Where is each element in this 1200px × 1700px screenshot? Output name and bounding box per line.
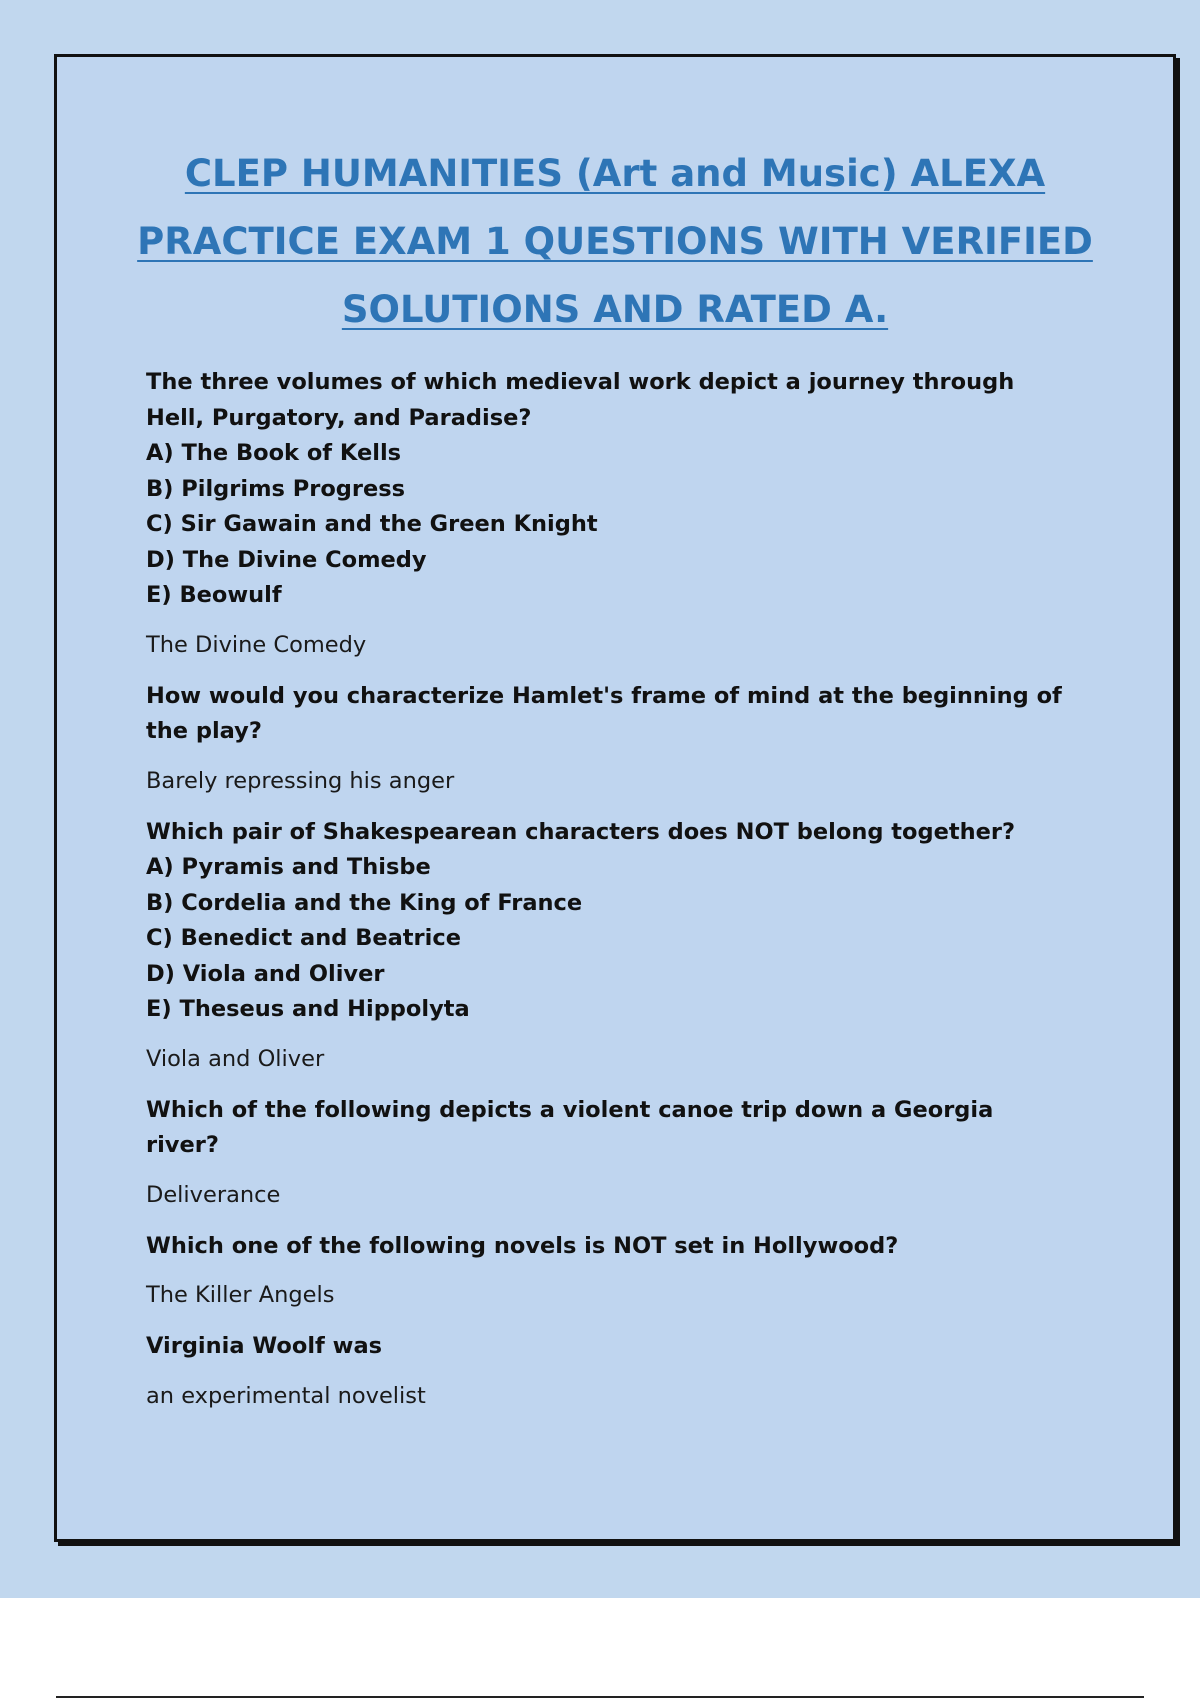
- questions-list: [146, 365, 1066, 1430]
- question-block-4: [146, 1093, 1066, 1213]
- document-title: [90, 140, 1140, 344]
- question-text: Virginia Woolf was: [146, 1333, 383, 1359]
- answer-text: an experimental novelist: [146, 1382, 426, 1409]
- answer-text: Deliverance: [146, 1181, 281, 1208]
- option-e: E) Beowulf: [146, 582, 282, 608]
- title-line-2: PRACTICE EXAM 1 QUESTIONS WITH VERIFIED: [137, 220, 1093, 263]
- question-text: How would you characterize Hamlet's frame of mind at the beginning of the play?: [146, 682, 1062, 744]
- question-block-6: [146, 1329, 1066, 1414]
- question-text: Which pair of Shakespearean characters does NOT belong together?: [146, 818, 1016, 845]
- option-d: D) Viola and Oliver: [146, 960, 385, 987]
- page-divider: [56, 1696, 1144, 1698]
- question-block-5: [146, 1229, 1066, 1314]
- answer-text: The Divine Comedy: [146, 631, 367, 658]
- option-e: E) Theseus and Hippolyta: [146, 996, 470, 1022]
- answer-text: The Killer Angels: [146, 1282, 335, 1308]
- answer-text: Barely repressing his anger: [146, 767, 455, 794]
- question-block-3: [146, 815, 1066, 1077]
- title-line-3: SOLUTIONS AND RATED A.: [341, 288, 889, 331]
- answer-options: [146, 436, 1066, 614]
- option-c: C) Benedict and Beatrice: [146, 925, 461, 951]
- answer-options: [146, 850, 1066, 1028]
- option-d: D) The Divine Comedy: [146, 546, 427, 573]
- question-text: The three volumes of which medieval work depict a journey through Hell, Purgatory, and Paradise?: [146, 369, 1015, 431]
- question-text: Which one of the following novels is NOT set in Hollywood?: [146, 1232, 899, 1259]
- option-a: A) Pyramis and Thisbe: [146, 854, 431, 880]
- question-block-2: [146, 679, 1066, 799]
- option-b: B) Pilgrims Progress: [146, 475, 406, 502]
- answer-text: Viola and Oliver: [146, 1045, 325, 1072]
- option-c: C) Sir Gawain and the Green Knight: [146, 511, 598, 537]
- option-a: A) The Book of Kells: [146, 440, 402, 466]
- option-b: B) Cordelia and the King of France: [146, 889, 583, 916]
- title-line-1: CLEP HUMANITIES (Art and Music) ALEXA: [184, 152, 1046, 195]
- question-block-1: [146, 365, 1066, 663]
- question-text: Which of the following depicts a violent canoe trip down a Georgia river?: [146, 1096, 994, 1158]
